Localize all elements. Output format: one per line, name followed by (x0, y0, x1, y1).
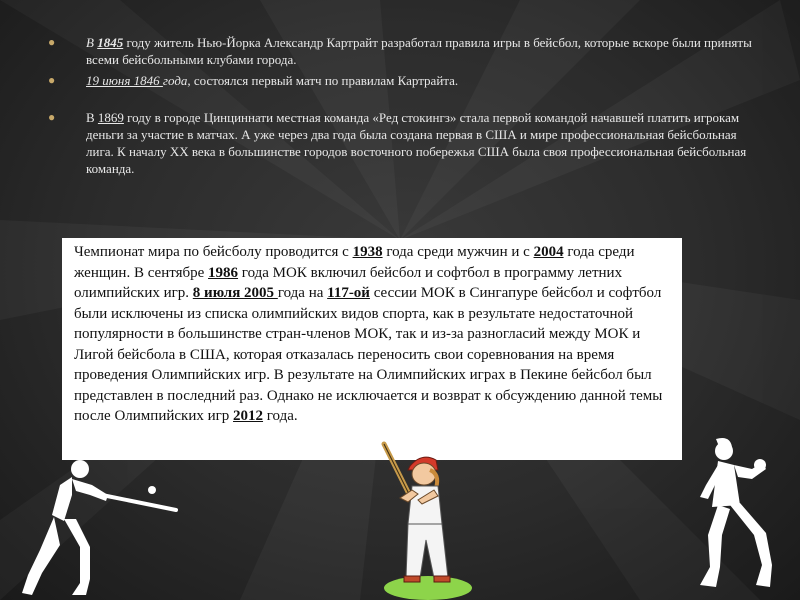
bullet-text: году в городе Цинциннати местная команда «Ред стокингз» стала первой командой начавшей платить игрокам деньги за участие в матчах. А уже через два года была создана первая в США и мире профессиональная бейсбольная лига. К началу XX века в большинстве городов восточного побережья США была своя профессиональная бейсбольная команда. (86, 110, 747, 176)
year-2004-link[interactable]: 2004 (533, 244, 564, 260)
textbox-text: года среди женщин. В сентябре (74, 244, 635, 281)
year-1986-link[interactable]: 1986 (208, 264, 239, 281)
bullet-item (48, 34, 758, 68)
bullet-text-pre: В (86, 35, 98, 50)
textbox-text: года на (277, 285, 328, 301)
female-batter-cartoon-icon (378, 440, 478, 600)
bullet-text: , состоялся первый матч по правилам Картрайта. (187, 73, 459, 88)
textbox-text: года МОК включил бейсбол и софтбол в программу летних олимпийских игр. (74, 264, 623, 301)
textbox-text: сессии МОК в Сингапуре бейсбол и софтбол были исключены из списка олимпийских видов спорта, как в результате недостаточной популярности в большинстве стран-членов МОК, так и из-за разногласий между МОК и Лигой бейсбола в США, которая отказалась переносить свои соревнования на время проведения Олимпийских игр. В результате на Олимпийских играх в Пекине бейсбол был представлен в последний раз. Однако не исключается и возврат к обсуждению данной темы после Олимпийских игр (74, 285, 663, 424)
year-1938-link[interactable]: 1938 (352, 244, 383, 260)
bullet-date-link[interactable]: 19 июня 1846 (86, 73, 163, 88)
bullet-date-suffix: года (162, 73, 188, 88)
date-2005-link[interactable]: 8 июля 2005 (192, 285, 278, 301)
bullet-item (48, 72, 758, 89)
bullet-text: году житель Нью-Йорка Александр Картрайт разработал правила игры в бейсбол, которые вскоре были приняты всеми бейсбольными клубами города. (86, 35, 752, 67)
bullet-text-pre: В (86, 110, 98, 125)
year-2012-link[interactable]: 2012 (233, 408, 264, 424)
textbox-text: года среди мужчин и с (382, 244, 534, 260)
batter-silhouette-icon (20, 455, 190, 600)
bullet-year-link[interactable]: 1845 (97, 35, 124, 50)
bullet-marker-icon: ● (48, 110, 56, 124)
session-117-link[interactable]: 117-ой (327, 285, 370, 301)
bullet-item (48, 109, 758, 177)
bullet-year-link[interactable]: 1869 (97, 110, 124, 125)
textbox-text: Чемпионат мира по бейсболу проводится с (74, 244, 353, 260)
olympics-textbox (62, 238, 682, 460)
bullet-list (48, 34, 758, 177)
bullet-marker-icon: ● (48, 35, 56, 49)
pitcher-silhouette-icon (690, 435, 785, 595)
bullet-marker-icon: ● (48, 73, 56, 87)
textbox-text: года. (263, 408, 298, 424)
